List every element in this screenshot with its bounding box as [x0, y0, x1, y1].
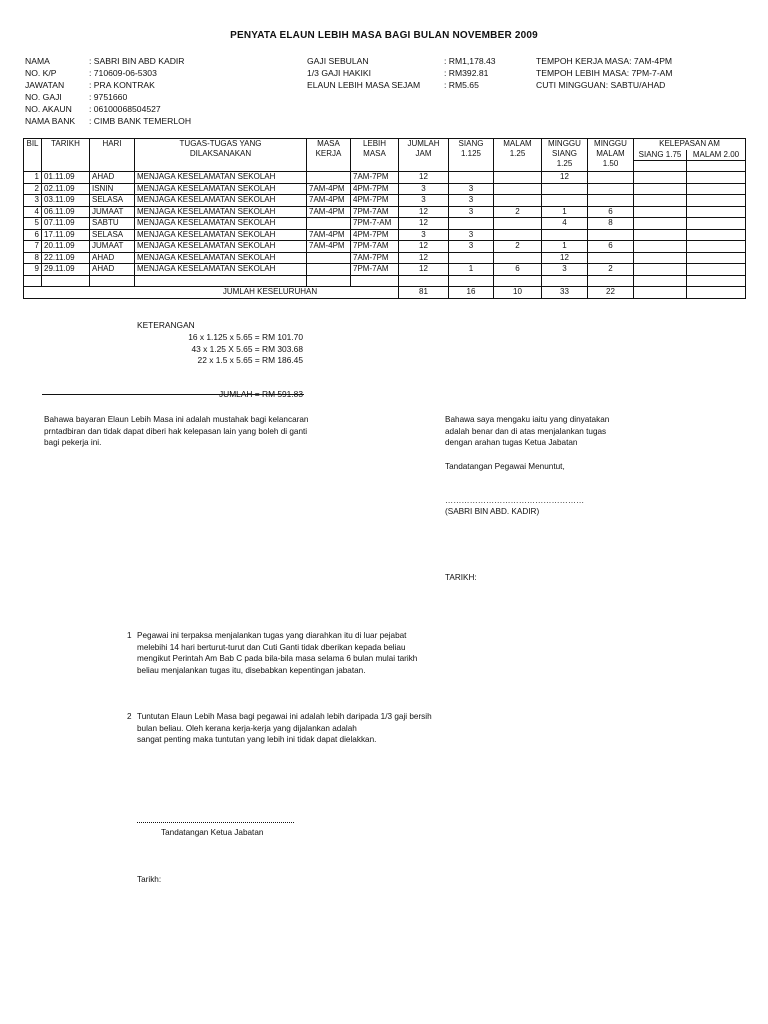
- schedule-info: [536, 55, 673, 91]
- table-row: [24, 264, 746, 276]
- employee-info-value: : 710609-06-5303: [89, 68, 157, 78]
- cell-jumlah: 3: [399, 195, 449, 207]
- note-1-number: 1: [127, 631, 132, 640]
- cell-tugas: MENJAGA KESELAMATAN SEKOLAH: [135, 241, 307, 253]
- cell-lebih: 4PM-7PM: [351, 183, 399, 195]
- cell-malam: [494, 172, 542, 184]
- keterangan-line: 43 x 1.25 X 5.65 = RM 303.68: [191, 343, 303, 354]
- header-mm-line1: MINGGU: [594, 139, 627, 148]
- header-lebih-line1: LEBIH: [362, 139, 387, 148]
- cell-hari: SABTU: [90, 218, 135, 230]
- table-row: [24, 218, 746, 230]
- cell-tarikh: 01.11.09: [42, 172, 90, 184]
- cell-mm: [588, 252, 634, 264]
- cell-ks: [634, 241, 687, 253]
- schedule-line: TEMPOH KERJA MASA: 7AM-4PM: [536, 56, 673, 66]
- cell-tugas: MENJAGA KESELAMATAN SEKOLAH: [135, 183, 307, 195]
- table-row: [24, 229, 746, 241]
- header-malam: [494, 139, 542, 172]
- keterangan-line: 22 x 1.5 x 5.65 = RM 186.45: [197, 355, 303, 365]
- header-malam-line1: MALAM: [503, 139, 532, 148]
- note-1-line: Pegawai ini terpaksa menjalankan tugas yang diarahkan itu di luar pejabat: [137, 631, 407, 640]
- table-total-row: [24, 287, 746, 299]
- table-row: [24, 252, 746, 264]
- cell-km: [687, 183, 746, 195]
- cell-ks: [634, 264, 687, 276]
- cell-jumlah: 12: [399, 264, 449, 276]
- header-kelepasan-malam-blank: [687, 161, 746, 172]
- cell-mm: 2: [588, 264, 634, 276]
- cell-siang: [449, 252, 494, 264]
- note-2-number: 2: [127, 712, 132, 721]
- table-row: [24, 206, 746, 218]
- pay-info-row: [307, 79, 496, 91]
- header-kelepasan-siang: SIANG 1.75: [634, 150, 687, 161]
- header-hari: HARI: [90, 139, 135, 172]
- employee-info-value: : 06100068504527: [89, 104, 161, 114]
- cell-blank: [634, 275, 687, 287]
- table-blank-row: [24, 275, 746, 287]
- declaration-left-line: bagi pekerja ini.: [44, 438, 102, 448]
- cell-siang: [449, 218, 494, 230]
- cell-tarikh: 06.11.09: [42, 206, 90, 218]
- declaration-right: [445, 414, 609, 449]
- header-kelepasan-am: KELEPASAN AM: [634, 139, 746, 150]
- declaration-right-line: adalah benar dan di atas menjalankan tugas: [445, 426, 607, 436]
- declaration-right-line: dengan arahan tugas Ketua Jabatan: [445, 438, 578, 448]
- employee-info-row: [25, 103, 191, 115]
- cell-ms: 1: [542, 241, 588, 253]
- cell-jumlah: 12: [399, 206, 449, 218]
- cell-blank: [542, 275, 588, 287]
- total-jumlah: 81: [399, 287, 449, 299]
- cell-hari: SELASA: [90, 229, 135, 241]
- pay-info-row: [307, 67, 496, 79]
- total-ms: 33: [542, 287, 588, 299]
- head-signature-label: Tandatangan Ketua Jabatan: [161, 828, 264, 837]
- table-row: [24, 195, 746, 207]
- table-row: [24, 172, 746, 184]
- cell-tugas: MENJAGA KESELAMATAN SEKOLAH: [135, 252, 307, 264]
- header-malam-line2: 1.25: [509, 149, 526, 158]
- cell-malam: 2: [494, 241, 542, 253]
- header-mm-line2: MALAM: [596, 149, 625, 158]
- pay-info-label: 1/3 GAJI HAKIKI: [307, 68, 371, 78]
- table-header-row: [24, 139, 746, 150]
- cell-ks: [634, 218, 687, 230]
- cell-ms: 1: [542, 206, 588, 218]
- header-ms-line1: MINGGU: [548, 139, 581, 148]
- declaration-left: [44, 414, 308, 449]
- cell-bil: 3: [24, 195, 42, 207]
- cell-mm: 6: [588, 241, 634, 253]
- cell-mm: 6: [588, 206, 634, 218]
- cell-masa: 7AM-4PM: [307, 183, 351, 195]
- cell-masa: [307, 264, 351, 276]
- head-signature-line: [137, 822, 294, 823]
- note-2-line: Tuntutan Elaun Lebih Masa bagi pegawai ini adalah lebih daripada 1/3 gaji bersih: [137, 712, 432, 721]
- cell-malam: 2: [494, 206, 542, 218]
- cell-mm: [588, 229, 634, 241]
- cell-jumlah: 12: [399, 218, 449, 230]
- cell-hari: JUMAAT: [90, 206, 135, 218]
- cell-ms: [542, 229, 588, 241]
- cell-bil: 7: [24, 241, 42, 253]
- cell-blank: [687, 275, 746, 287]
- header-ms-line2: SIANG: [552, 149, 577, 158]
- cell-tugas: MENJAGA KESELAMATAN SEKOLAH: [135, 229, 307, 241]
- cell-siang: 3: [449, 183, 494, 195]
- cell-siang: 3: [449, 195, 494, 207]
- total-malam: 10: [494, 287, 542, 299]
- employee-info-row: [25, 67, 191, 79]
- cell-tarikh: 17.11.09: [42, 229, 90, 241]
- cell-masa: [307, 218, 351, 230]
- cell-jumlah: 12: [399, 241, 449, 253]
- table-row: [24, 183, 746, 195]
- cell-lebih: 7PM-7AM: [351, 206, 399, 218]
- cell-lebih: 7PM-7AM: [351, 241, 399, 253]
- cell-lebih: 4PM-7PM: [351, 195, 399, 207]
- claimant-name: (SABRI BIN ABD. KADIR): [445, 507, 540, 516]
- head-date-label: Tarikh:: [137, 875, 162, 884]
- employee-info-row: [25, 79, 191, 91]
- note-1-line: melebihi 14 hari berturut-turut dan Cuti Ganti tidak dberikan kepada beliau: [137, 642, 406, 652]
- keterangan-line: 16 x 1.125 x 5.65 = RM 101.70: [188, 332, 303, 342]
- cell-ks: [634, 229, 687, 241]
- cell-mm: [588, 172, 634, 184]
- cell-bil: 1: [24, 172, 42, 184]
- cell-malam: [494, 252, 542, 264]
- cell-ms: [542, 183, 588, 195]
- note-2-line: bulan beliau. Oleh kerana kerja-kerja yang dijalankan adalah: [137, 723, 357, 733]
- cell-blank: [588, 275, 634, 287]
- cell-siang: 3: [449, 206, 494, 218]
- claimant-date-label: TARIKH:: [445, 573, 477, 582]
- cell-ks: [634, 206, 687, 218]
- keterangan-lines: [160, 332, 303, 367]
- cell-malam: [494, 195, 542, 207]
- cell-tugas: MENJAGA KESELAMATAN SEKOLAH: [135, 264, 307, 276]
- schedule-line: TEMPOH LEBIH MASA: 7PM-7-AM: [536, 68, 673, 78]
- cell-bil: 9: [24, 264, 42, 276]
- total-mm: 22: [588, 287, 634, 299]
- note-1-line: beliau menjalankan tugas itu, disebabkan kepentingan jabatan.: [137, 665, 366, 675]
- schedule-line: CUTI MINGGUAN: SABTU/AHAD: [536, 80, 666, 90]
- header-jumlah-line1: JUMLAH: [407, 139, 440, 148]
- cell-mm: [588, 183, 634, 195]
- employee-info-label: NAMA BANK: [25, 116, 76, 126]
- header-tugas-line2: DILAKSANAKAN: [189, 149, 252, 158]
- employee-info-value: : SABRI BIN ABD KADIR: [89, 56, 185, 66]
- total-label: JUMLAH KESELURUHAN: [24, 287, 399, 299]
- note-2-line: sangat penting maka tuntutan yang lebih ini tidak dapat dielakkan.: [137, 735, 377, 745]
- note-1-text: [137, 630, 417, 676]
- cell-tarikh: 20.11.09: [42, 241, 90, 253]
- pay-info-value: : RM1,178.43: [444, 56, 496, 66]
- cell-km: [687, 218, 746, 230]
- employee-info-label: NAMA: [25, 56, 50, 66]
- cell-masa: [307, 252, 351, 264]
- employee-info-value: : PRA KONTRAK: [89, 80, 155, 90]
- cell-tarikh: 22.11.09: [42, 252, 90, 264]
- header-kelepasan-malam: MALAM 2.00: [687, 150, 746, 161]
- note-1-line: mengikut Perintah Am Bab C pada bila-bila masa selama 6 bulan mulai tarikh: [137, 654, 418, 664]
- cell-tarikh: 29.11.09: [42, 264, 90, 276]
- pay-info-label: ELAUN LEBIH MASA SEJAM: [307, 80, 421, 90]
- header-minggu-malam: [588, 139, 634, 172]
- employee-info-row: [25, 91, 191, 103]
- declaration-left-line: Bahawa bayaran Elaun Lebih Masa ini adalah mustahak bagi kelancaran: [44, 415, 309, 424]
- cell-km: [687, 264, 746, 276]
- pay-info-row: [307, 55, 496, 67]
- cell-ks: [634, 252, 687, 264]
- employee-info-value: : 9751660: [89, 92, 128, 102]
- cell-tugas: MENJAGA KESELAMATAN SEKOLAH: [135, 172, 307, 184]
- header-tarikh: TARIKH: [42, 139, 90, 172]
- cell-tugas: MENJAGA KESELAMATAN SEKOLAH: [135, 195, 307, 207]
- claimant-signature-line: ……………………………………………: [445, 496, 585, 505]
- cell-mm: 8: [588, 218, 634, 230]
- employee-info-row: [25, 55, 191, 67]
- cell-blank: [399, 275, 449, 287]
- page-title: PENYATA ELAUN LEBIH MASA BAGI BULAN NOVEMBER 2009: [230, 30, 538, 41]
- pay-info: [307, 55, 496, 91]
- total-km: [687, 287, 746, 299]
- cell-blank: [494, 275, 542, 287]
- cell-jumlah: 3: [399, 229, 449, 241]
- header-minggu-siang: [542, 139, 588, 172]
- cell-bil: 4: [24, 206, 42, 218]
- header-masa-kerja: [307, 139, 351, 172]
- header-lebih-masa: [351, 139, 399, 172]
- header-tugas: [135, 139, 307, 172]
- keterangan-title: KETERANGAN: [137, 320, 195, 330]
- cell-blank: [42, 275, 90, 287]
- cell-hari: JUMAAT: [90, 241, 135, 253]
- cell-km: [687, 172, 746, 184]
- cell-ms: [542, 195, 588, 207]
- cell-siang: 1: [449, 264, 494, 276]
- employee-info-label: NO. AKAUN: [25, 104, 72, 114]
- pay-info-label: GAJI SEBULAN: [307, 56, 369, 66]
- cell-tarikh: 03.11.09: [42, 195, 90, 207]
- note-2-text: [137, 711, 432, 746]
- cell-ms: 4: [542, 218, 588, 230]
- cell-masa: [307, 172, 351, 184]
- cell-hari: AHAD: [90, 172, 135, 184]
- keterangan-total: JUMLAH = RM 591.83: [218, 389, 303, 399]
- header-siang-line2: 1.125: [460, 149, 482, 158]
- employee-info-label: JAWATAN: [25, 80, 65, 90]
- cell-lebih: 7AM-7PM: [351, 172, 399, 184]
- cell-km: [687, 241, 746, 253]
- overtime-table: [23, 138, 746, 299]
- total-ks: [634, 287, 687, 299]
- cell-tarikh: 02.11.09: [42, 183, 90, 195]
- declaration-right-line: Bahawa saya mengaku iaitu yang dinyatakan: [445, 415, 610, 424]
- cell-hari: ISNIN: [90, 183, 135, 195]
- cell-masa: 7AM-4PM: [307, 241, 351, 253]
- cell-mm: [588, 195, 634, 207]
- employee-info: [25, 55, 191, 127]
- total-siang: 16: [449, 287, 494, 299]
- cell-masa: 7AM-4PM: [307, 195, 351, 207]
- cell-hari: AHAD: [90, 264, 135, 276]
- header-ms-line3: 1.25: [556, 159, 573, 168]
- cell-tugas: MENJAGA KESELAMATAN SEKOLAH: [135, 218, 307, 230]
- cell-jumlah: 12: [399, 252, 449, 264]
- cell-blank: [24, 275, 42, 287]
- employee-info-row: [25, 115, 191, 127]
- cell-hari: AHAD: [90, 252, 135, 264]
- cell-ks: [634, 172, 687, 184]
- header-lebih-line2: MASA: [363, 149, 386, 158]
- pay-info-value: : RM392.81: [444, 68, 489, 78]
- cell-jumlah: 3: [399, 183, 449, 195]
- header-jumlah-line2: JAM: [415, 149, 432, 158]
- cell-blank: [449, 275, 494, 287]
- cell-tugas: MENJAGA KESELAMATAN SEKOLAH: [135, 206, 307, 218]
- cell-malam: 6: [494, 264, 542, 276]
- cell-bil: 2: [24, 183, 42, 195]
- cell-siang: [449, 172, 494, 184]
- employee-info-value: : CIMB BANK TEMERLOH: [89, 116, 192, 126]
- cell-km: [687, 229, 746, 241]
- cell-hari: SELASA: [90, 195, 135, 207]
- cell-km: [687, 252, 746, 264]
- employee-info-label: NO. K/P: [25, 68, 57, 78]
- cell-malam: [494, 229, 542, 241]
- cell-lebih: 7PM-7AM: [351, 264, 399, 276]
- cell-bil: 5: [24, 218, 42, 230]
- table-row: [24, 241, 746, 253]
- cell-ms: 12: [542, 172, 588, 184]
- pay-info-value: : RM5.65: [444, 80, 479, 90]
- declaration-left-line: prntadbiran dan tidak dapat diberi hak kelepasan lain yang boleh di ganti: [44, 426, 308, 436]
- header-tugas-line1: TUGAS-TUGAS YANG: [179, 139, 262, 148]
- cell-malam: [494, 218, 542, 230]
- employee-info-label: NO. GAJI: [25, 92, 62, 102]
- cell-lebih: 7PM-7-AM: [351, 218, 399, 230]
- header-masa-line2: KERJA: [315, 149, 342, 158]
- cell-blank: [90, 275, 135, 287]
- header-jumlah-jam: [399, 139, 449, 172]
- cell-bil: 6: [24, 229, 42, 241]
- header-masa-line1: MASA: [317, 139, 340, 148]
- cell-siang: 3: [449, 241, 494, 253]
- cell-blank: [351, 275, 399, 287]
- cell-jumlah: 12: [399, 172, 449, 184]
- cell-ms: 12: [542, 252, 588, 264]
- cell-siang: 3: [449, 229, 494, 241]
- cell-lebih: 7AM-7PM: [351, 252, 399, 264]
- cell-tarikh: 07.11.09: [42, 218, 90, 230]
- cell-km: [687, 206, 746, 218]
- header-mm-line3: 1.50: [602, 159, 619, 168]
- cell-ks: [634, 195, 687, 207]
- cell-masa: 7AM-4PM: [307, 229, 351, 241]
- cell-blank: [307, 275, 351, 287]
- cell-km: [687, 195, 746, 207]
- cell-bil: 8: [24, 252, 42, 264]
- cell-ms: 3: [542, 264, 588, 276]
- cell-ks: [634, 183, 687, 195]
- cell-malam: [494, 183, 542, 195]
- header-siang: [449, 139, 494, 172]
- header-kelepasan-siang-blank: [634, 161, 687, 172]
- cell-lebih: 4PM-7PM: [351, 229, 399, 241]
- cell-blank: [135, 275, 307, 287]
- cell-masa: 7AM-4PM: [307, 206, 351, 218]
- header-bil: BIL: [24, 139, 42, 172]
- header-siang-line1: SIANG: [458, 139, 484, 148]
- claimant-signature-label: Tandatangan Pegawai Menuntut,: [445, 462, 565, 471]
